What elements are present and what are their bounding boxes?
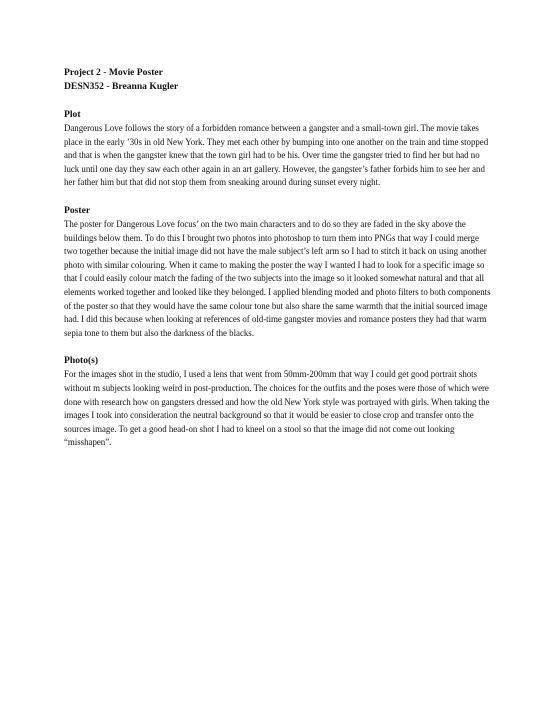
- section-body-poster: The poster for Dangerous Love focus’ on the two main characters and to do so they are faded in the sky above the buildings below them. To do this I brought two photos into photoshop to turn them into PNGs that way I could merge two together because the initial image did not have the male subject’s left arm so I had to stitch it back on using another photo with similar colouring. When it came to making the poster the way I wanted I had to look for a specific image so that I could easily colour match the fading of the two subjects into the image so it looked somewhat natural and that all elements worked together and looked like they belonged. I applied blending moded and photo filters to both components of the poster so that they would have the same colour tone but also share the same warmth that the initial sourced image had. I did this because when looking at references of old-time gangster movies and romance posters they had that warm sepia tone to them but also the darkness of the blacks.: [64, 218, 491, 338]
- section-heading-photos: Photo(s): [64, 355, 99, 367]
- section-body-plot: Dangerous Love follows the story of a forbidden romance between a gangster and a small-town girl. The movie takes place in the early ’30s in old New York. They met each other by bumping into one another on the train and time stopped and that is when the gangster knew that the town girl had to be his. Over time the gangster tried to find her but had no luck until one day they saw each other again in an art gallery. However, the gangster’s father forbids him to see her and her father him but that did not stop them from sneaking around during sunset every night.: [64, 123, 489, 188]
- document-header: [64, 66, 492, 94]
- section-heading-plot: Plot: [64, 109, 81, 120]
- section-photos: [64, 354, 492, 450]
- document-page: [64, 66, 492, 450]
- project-title: Project 2 - Movie Poster: [64, 67, 163, 78]
- course-author-line: DESN352 - Breanna Kugler: [64, 81, 179, 92]
- section-plot: [64, 108, 492, 190]
- section-poster: [64, 204, 492, 340]
- section-heading-poster: Poster: [64, 204, 91, 216]
- section-body-photos: For the images shot in the studio, I used a lens that went from 50mm-200mm that way I could get good portrait shots without m subjects looking weird in post-production. The choices for the outfits and the poses were those of which were done with research how on gangsters dressed and how the old New York style was portrayed with girls. When taking the images I took into consideration the neutral background so that it would be easier to close crop and transfer onto the sources image. To get a good head-on shot I had to kneel on a stool so that the image did not come out looking “misshapen”.: [64, 369, 490, 448]
